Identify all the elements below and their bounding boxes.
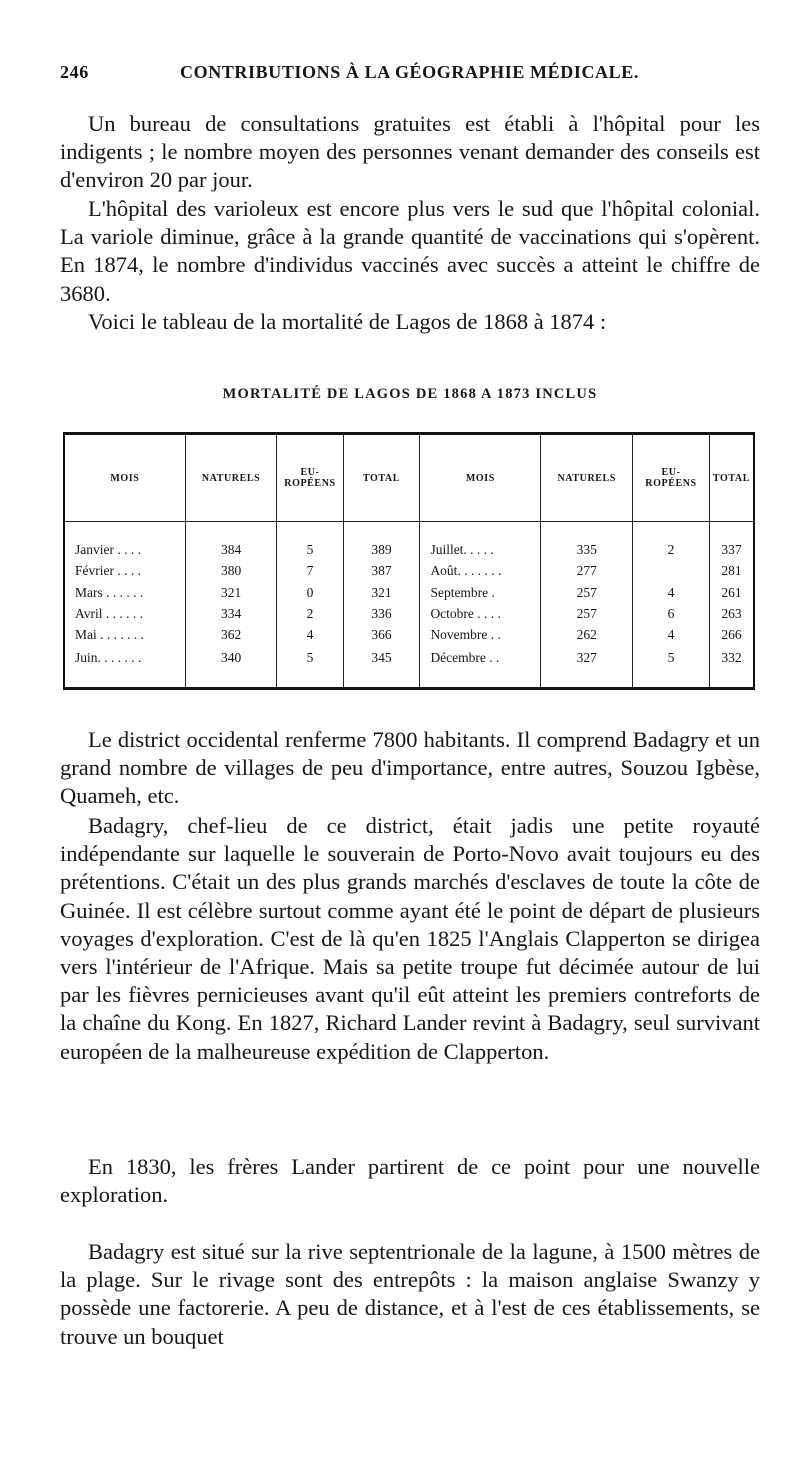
col-header-europeens	[277, 434, 343, 522]
table-row	[64, 646, 754, 688]
month-cell: Mars . . . . . .	[75, 584, 144, 600]
paragraph-district: Le district occidental renferme 7800 habitants. Il comprend Badagry et un grand nombre de villages de peu d'importance, entre autres, Souzou Igbèse, Quameh, etc.	[60, 727, 760, 809]
page-number: 246	[60, 62, 89, 82]
month-cell: Février . . . .	[75, 563, 141, 579]
naturels-cell: 362	[185, 625, 277, 646]
col-header-europeens-line1: EU-	[300, 467, 320, 478]
col-header-naturels: NATURELS	[185, 434, 277, 522]
col-header-europeens-2-line1: EU-	[661, 467, 681, 478]
month-cell: Septembre .	[420, 582, 541, 603]
paragraph-consultations: Un bureau de consultations gratuites est établi à l'hôpital pour les indigents ; le nombre moyen des personnes venant demander des conseils est d'environ 20 par jour.	[60, 111, 760, 193]
col-header-europeens-2	[633, 434, 710, 522]
month-cell: Octobre . . . .	[420, 603, 541, 624]
table-caption: MORTALITÉ DE LAGOS DE 1868 A 1873 INCLUS	[222, 386, 598, 402]
naturels-cell: 327	[541, 646, 633, 688]
month-cell: Décembre . .	[420, 646, 541, 688]
month-cell: Novembre . .	[420, 625, 541, 646]
month-cell: Janvier . . . .	[75, 541, 141, 557]
month-cell: Juin. . . . . . .	[75, 649, 142, 665]
col-header-total: TOTAL	[343, 434, 420, 522]
table-row	[64, 561, 754, 582]
mortality-table	[63, 432, 755, 690]
europeens-cell	[633, 561, 710, 582]
table-row	[64, 582, 754, 603]
total-cell: 261	[709, 582, 754, 603]
col-header-europeens-2-line2: ROPÉENS	[645, 478, 697, 489]
paragraph-lander: En 1830, les frères Lander partirent de ce point pour une nouvelle exploration.	[60, 1154, 760, 1208]
europeens-cell: 2	[633, 539, 710, 560]
naturels-cell: 380	[185, 561, 277, 582]
naturels-cell: 277	[541, 561, 633, 582]
total-cell: 263	[709, 603, 754, 624]
europeens-cell: 2	[277, 603, 343, 624]
europeens-cell: 4	[633, 582, 710, 603]
naturels-cell: 257	[541, 582, 633, 603]
table-row	[64, 539, 754, 560]
paragraph-badagry-situation: Badagry est situé sur la rive septentrionale de la lagune, à 1500 mètres de la plage. Sur le rivage sont des entrepôts : la maison anglaise Swanzy y possède une factorerie. A peu de distance, et à l'est de ces établissements, se trouve un bouquet	[60, 1239, 760, 1349]
naturels-cell: 321	[185, 582, 277, 603]
total-cell: 387	[343, 561, 420, 582]
running-title: CONTRIBUTIONS À LA GÉOGRAPHIE MÉDICALE.	[180, 62, 639, 82]
table-row	[64, 603, 754, 624]
naturels-cell: 334	[185, 603, 277, 624]
naturels-cell: 384	[185, 539, 277, 560]
col-header-mois: MOIS	[64, 434, 185, 522]
col-header-mois-2: MOIS	[420, 434, 541, 522]
paragraph-varioleux: L'hôpital des varioleux est encore plus vers le sud que l'hôpital colonial. La variole diminue, grâce à la grande quantité de vaccinations qui s'opèrent. En 1874, le nombre d'individus vaccinés avec succès a atteint le chiffre de 3680.	[60, 196, 760, 306]
month-cell: Juillet. . . . .	[420, 539, 541, 560]
europeens-cell: 7	[277, 561, 343, 582]
total-cell: 389	[343, 539, 420, 560]
europeens-cell: 4	[633, 625, 710, 646]
total-cell: 266	[709, 625, 754, 646]
col-header-naturels-2: NATURELS	[541, 434, 633, 522]
total-cell: 336	[343, 603, 420, 624]
naturels-cell: 262	[541, 625, 633, 646]
month-cell: Août. . . . . . .	[420, 561, 541, 582]
total-cell: 321	[343, 582, 420, 603]
naturels-cell: 257	[541, 603, 633, 624]
col-header-europeens-line2: ROPÉENS	[284, 478, 336, 489]
paragraph-badagry-history: Badagry, chef-lieu de ce district, était jadis une petite royauté indépendante sur laquelle le souverain de Porto-Novo avait toujours eu des prétentions. C'était un des plus grands marchés d'esclaves de toute la côte de Guinée. Il est célèbre surtout comme ayant été le point de départ de plusieurs voyages d'exploration. C'est de là qu'en 1825 l'Anglais Clapperton se dirigea vers l'intérieur de l'Afrique. Mais sa petite troupe fut décimée autour de lui par les fièvres pernicieuses avant qu'il eût atteint les premiers contreforts de la chaîne du Kong. En 1827, Richard Lander revint à Badagry, seul survivant européen de la malheureuse expédition de Clapperton.	[60, 813, 760, 1064]
europeens-cell: 0	[277, 582, 343, 603]
paragraph-table-intro: Voici le tableau de la mortalité de Lagos de 1868 à 1874 :	[88, 309, 607, 334]
total-cell: 332	[709, 646, 754, 688]
total-cell: 345	[343, 646, 420, 688]
total-cell: 337	[709, 539, 754, 560]
total-cell: 281	[709, 561, 754, 582]
table-spacer-row	[64, 522, 754, 540]
month-cell: Avril . . . . . .	[75, 606, 143, 622]
month-cell: Mai . . . . . . .	[75, 627, 144, 643]
europeens-cell: 5	[633, 646, 710, 688]
col-header-total-2: TOTAL	[709, 434, 754, 522]
page-header	[60, 62, 760, 90]
europeens-cell: 4	[277, 625, 343, 646]
europeens-cell: 6	[633, 603, 710, 624]
naturels-cell: 335	[541, 539, 633, 560]
europeens-cell: 5	[277, 539, 343, 560]
europeens-cell: 5	[277, 646, 343, 688]
total-cell: 366	[343, 625, 420, 646]
table-row	[64, 625, 754, 646]
naturels-cell: 340	[185, 646, 277, 688]
